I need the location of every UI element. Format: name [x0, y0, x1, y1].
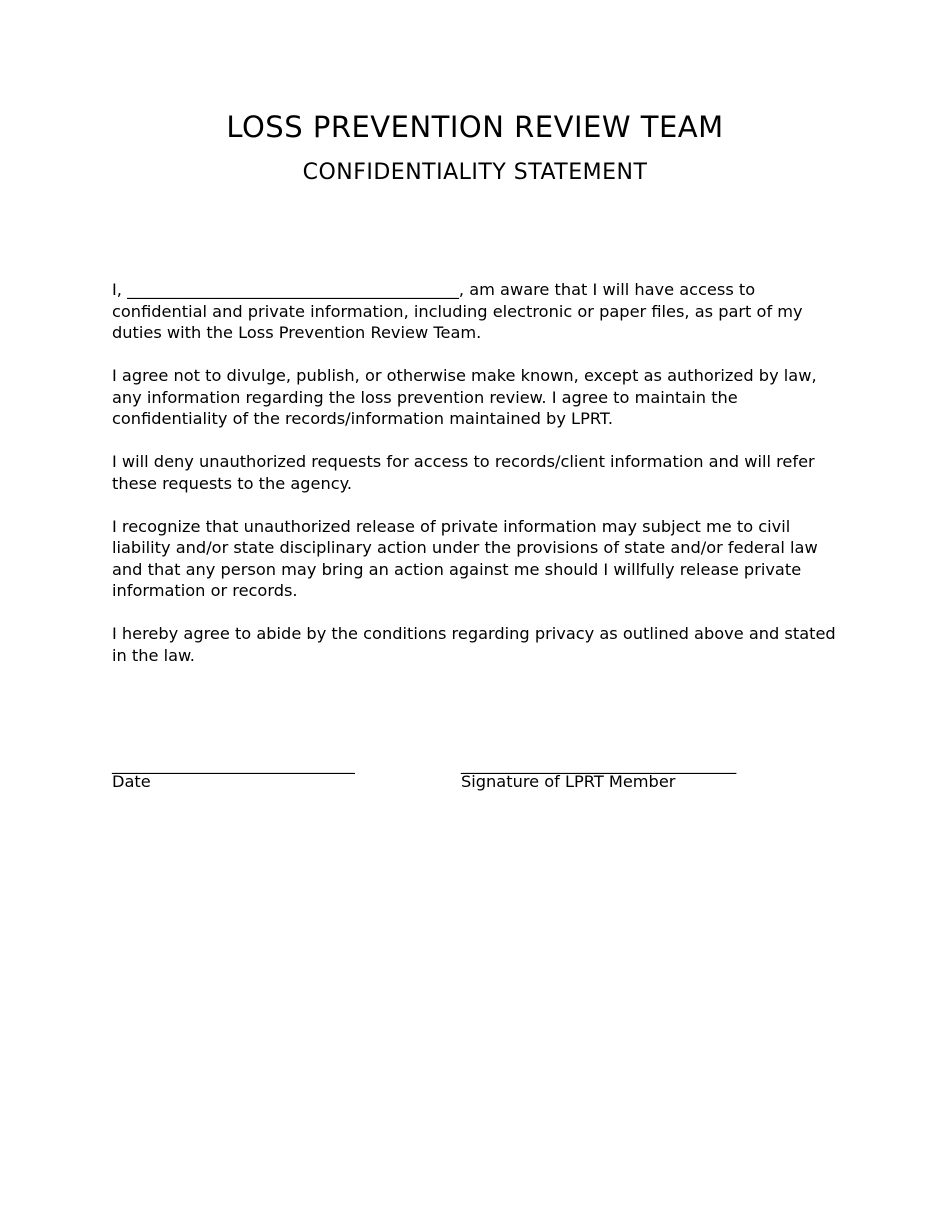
document-title: LOSS PREVENTION REVIEW TEAM	[226, 110, 724, 144]
name-suffix: , am aware that I will have access to confidential and private information, including electronic or paper files, as part of my duties with the Loss Prevention Review Team.	[112, 280, 803, 342]
statement-paragraph: I agree not to divulge, publish, or otherwise make known, except as authorized by law, any information regarding the loss prevention review. I agree to maintain the confidentiality of the records/information maintained by LPRT.	[112, 366, 817, 428]
name-blank-line[interactable]: _________________________________________	[127, 280, 459, 299]
date-line[interactable]: ______________________________	[112, 755, 355, 774]
statement-intro-paragraph	[112, 279, 840, 344]
member-signature-label: Signature of LPRT Member	[461, 772, 676, 791]
date-signature-block	[112, 756, 355, 790]
statement-body	[112, 279, 840, 688]
statement-paragraph: I recognize that unauthorized release of private information may subject me to civil liability and/or state disciplinary action under the provisions of state and/or federal law and that any person may bring an action against me should I willfully release private information or records.	[112, 516, 818, 600]
member-signature-line[interactable]: __________________________________	[461, 755, 737, 774]
name-prefix: I,	[112, 280, 128, 299]
document-subtitle: CONFIDENTIALITY STATEMENT	[302, 160, 648, 185]
member-signature-block	[461, 756, 736, 790]
statement-paragraph: I will deny unauthorized requests for access to records/client information and will refer these requests to the agency.	[112, 452, 815, 493]
statement-paragraph: I hereby agree to abide by the conditions regarding privacy as outlined above and stated in the law.	[112, 624, 836, 665]
date-label: Date	[112, 772, 151, 791]
